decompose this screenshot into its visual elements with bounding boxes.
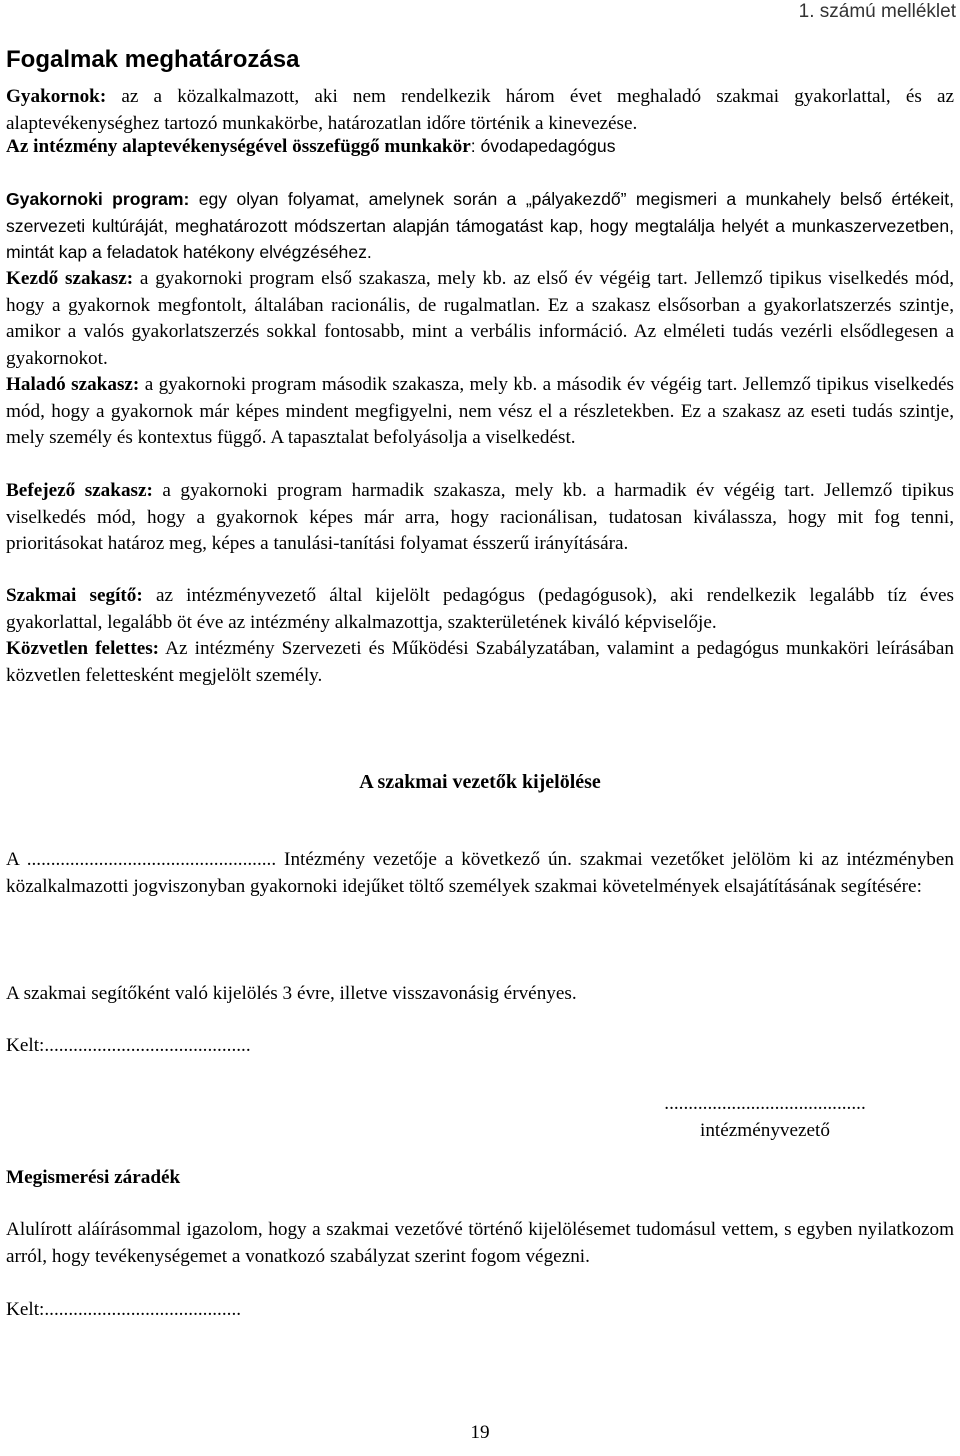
definition-text: a gyakornoki program első szakasza, mely kb. az első év végéig tart. Jellemző tipikus viselkedés mód, hogy a gyakornok megfontolt, általában racionális, de rugalmatlan. Ez a szakasz elsősorban a gyakorlatszerzés szintje, amikor a valós gyakorlatszerzés sokkal fontosabb, mint a verbális információ. Az elméleti tudás vezérli elsődlegesen a gyakornokot. <box>6 268 954 369</box>
definition-text: a gyakornoki program második szakasza, mely kb. a második év végéig tart. Jellemző tipikus viselkedés mód, hogy a gyakornok már képes mindent megfigyelni, nem vész el a részletekben. Ez a szakasz az eseti tudás szintje, mely személy és kontextus függő. A tapasztalat befolyásolja a viselkedést. <box>6 374 954 448</box>
definition-program <box>6 186 954 266</box>
signature-line: .......................................... <box>664 1093 866 1114</box>
definition-text: : óvodapedagógus <box>470 136 616 156</box>
page-heading: Fogalmak meghatározása <box>6 46 300 73</box>
signature-block <box>600 1090 930 1144</box>
definition-term: Kezdő szakasz: <box>6 268 134 289</box>
date-line-2: Kelt:......................................... <box>6 1299 242 1320</box>
acknowledgement-title: Megismerési záradék <box>6 1167 181 1188</box>
definition-halado <box>6 372 954 452</box>
definition-term: Befejező szakasz: <box>6 480 153 501</box>
definition-gyakornok <box>6 84 954 137</box>
definition-text: egy olyan folyamat, amelynek során a „pályakezdő” megismeri a munkahely belső értékeit, szervezeti kultúráját, meghatározott módszertan alapján támogatást kap, hogy megtalálja helyét a munkaszervezetben, mintát kap a feladatok hatékony elvégzéséhez. <box>6 189 954 262</box>
definition-text: az a közalkalmazott, aki nem rendelkezik három évet meghaladó szakmai gyakorlattal, és az alaptevékenységhez tartozó munkakörbe, határozatlan időre történik a kinevezése. <box>6 86 954 134</box>
page-number: 19 <box>470 1422 490 1443</box>
definition-term: Szakmai segítő: <box>6 585 143 606</box>
definition-segito <box>6 583 954 636</box>
definition-text: Az intézmény Szervezeti és Működési Szabályzatában, valamint a pedagógus munkaköri leírásában közvetlen felettesként megjelölt személy. <box>6 638 954 686</box>
definition-term: Gyakornok: <box>6 86 107 107</box>
definition-text: a gyakornoki program harmadik szakasza, mely kb. a harmadik év végéig tart. Jellemző tipikus viselkedés mód, hogy a gyakornok képes már arra, hogy racionálisan, tudatosan kiválassza, hogy mit fog tenni, prioritásokat határoz meg, képes a tanulási-tanítási folyamat ésszerű irányítására. <box>6 480 954 554</box>
validity-paragraph: A szakmai segítőként való kijelölés 3 évre, illetve visszavonásig érvényes. <box>6 983 577 1004</box>
date-line-1: Kelt:........................................... <box>6 1035 251 1056</box>
annex-label: 1. számú melléklet <box>798 1 956 22</box>
section-title: A szakmai vezetők kijelölése <box>359 771 601 793</box>
acknowledgement-paragraph: Alulírott aláírásommal igazolom, hogy a szakmai vezetővé történő kijelölésemet tudomásul vettem, s egyben nyilatkozom arról, hogy tevékenységemet a vonatkozó szabályzat szerint fogom végezni. <box>6 1219 954 1267</box>
signature-label: intézményvezető <box>700 1120 830 1141</box>
definition-munkakor <box>6 133 954 161</box>
definition-term: Az intézmény alaptevékenységével összefüggő munkakör <box>6 136 471 157</box>
appointment-paragraph: A .................................................... Intézmény vezetője a következő ún. szakmai vezetőket jelölöm ki az intézményben közalkalmazotti jogviszonyban gyakornoki idejűket töltő személyek szakmai követelmények elsajátításának segítésére: <box>6 849 954 897</box>
definition-kezdo <box>6 266 954 372</box>
definition-term: Haladó szakasz: <box>6 374 140 395</box>
definition-felettes <box>6 636 954 689</box>
definition-befejezo <box>6 478 954 558</box>
definition-term: Gyakornoki program: <box>6 189 190 209</box>
definition-term: Közvetlen felettes: <box>6 638 160 659</box>
definition-text: az intézményvezető által kijelölt pedagógus (pedagógusok), aki rendelkezik legalább tíz éves gyakorlattal, legalább öt éve az intézmény alkalmazottja, szakterületének kiváló képviselője. <box>6 585 954 633</box>
